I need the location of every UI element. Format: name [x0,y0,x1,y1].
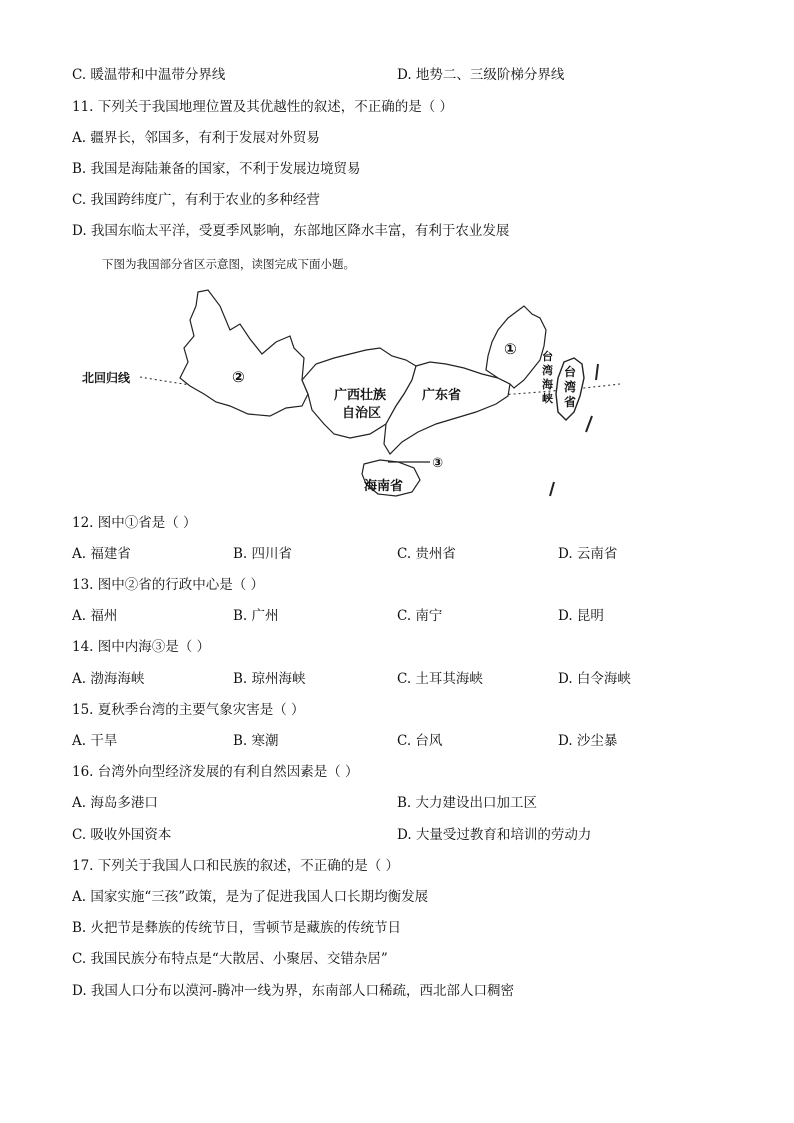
strait-label-char: 台 [542,350,553,363]
q16-option-d: D. 大量受过教育和培训的劳动力 [397,827,592,843]
q14-option-b: B. 琼州海峡 [233,671,306,687]
q17-option-a: A. 国家实施“三孩”政策，是为了促进我国人口长期均衡发展 [72,889,429,905]
strait-label-char: 湾 [542,364,553,377]
q15-option-c: C. 台风 [397,733,443,749]
q17-option-b: B. 火把节是彝族的传统节日，雪顿节是藏族的传统节日 [72,920,402,936]
q17-option-c: C. 我国民族分布特点是“大散居、小聚居、交错杂居” [72,951,388,967]
guangdong-label: 广东省 [422,388,462,403]
map-intro-text: 下图为我国部分省区示意图，读图完成下面小题。 [102,257,355,271]
q17-stem: 17. 下列关于我国人口和民族的叙述，不正确的是（ ） [72,858,400,874]
q16-option-c: C. 吸收外国资本 [72,827,172,843]
q17-option-d: D. 我国人口分布以漠河-腾冲一线为界，东南部人口稀疏，西北部人口稠密 [72,983,514,999]
q11-option-c: C. 我国跨纬度广，有利于农业的多种经营 [72,192,320,208]
q12-option-c: C. 贵州省 [397,546,456,562]
province-map-svg [80,284,620,500]
guangxi-label-line1: 广西壮族 [334,388,387,403]
strait-label-char: 海 [542,378,553,391]
tropic-label: 北回归线 [82,371,131,385]
q12-option-a: A. 福建省 [72,546,131,562]
strait-label-char: 峡 [542,392,553,405]
hainan-label: 海南省 [364,479,404,494]
q10-option-d: D. 地势二、三级阶梯分界线 [397,67,565,83]
strait-3-label: ③ [432,456,444,471]
q14-option-d: D. 白令海峡 [558,671,631,687]
q11-stem: 11. 下列关于我国地理位置及其优越性的叙述，不正确的是（ ） [72,99,454,115]
q11-option-d: D. 我国东临太平洋，受夏季风影响，东部地区降水丰富，有利于农业发展 [72,223,510,239]
province-2-label: ② [232,368,245,386]
guangxi-label-line2: 自治区 [342,406,382,421]
map-tick-mark [550,482,554,496]
map-tick-mark [586,416,592,432]
q12-option-d: D. 云南省 [558,546,618,562]
province-1-label: ① [504,340,517,358]
q15-option-a: A. 干旱 [72,733,118,749]
province-2-outline [180,290,308,416]
taiwan-label-char: 湾 [564,380,577,394]
q11-option-a: A. 疆界长，邻国多，有利于发展对外贸易 [72,130,320,146]
q10-option-c: C. 暖温带和中温带分界线 [72,67,226,83]
q15-option-b: B. 寒潮 [233,733,279,749]
q14-option-c: C. 土耳其海峡 [397,671,483,687]
q16-option-b: B. 大力建设出口加工区 [397,795,538,811]
q14-stem: 14. 图中内海③是（ ） [72,639,211,655]
q12-stem: 12. 图中①省是（ ） [72,515,197,531]
q16-stem: 16. 台湾外向型经济发展的有利自然因素是（ ） [72,764,359,780]
map-tick-mark [596,364,598,380]
taiwan-label-char: 台 [564,365,577,379]
q13-stem: 13. 图中②省的行政中心是（ ） [72,577,265,593]
q13-option-d: D. 昆明 [558,608,604,624]
q15-stem: 15. 夏秋季台湾的主要气象灾害是（ ） [72,702,305,718]
taiwan-label-char: 省 [564,395,577,409]
q15-option-d: D. 沙尘暴 [558,733,618,749]
q12-option-b: B. 四川省 [233,546,293,562]
q11-option-b: B. 我国是海陆兼备的国家，不利于发展边境贸易 [72,161,361,177]
q13-option-a: A. 福州 [72,608,118,624]
q16-option-a: A. 海岛多港口 [72,795,158,811]
q13-option-c: C. 南宁 [397,608,443,624]
province-map [80,284,620,500]
q13-option-b: B. 广州 [233,608,279,624]
q14-option-a: A. 渤海海峡 [72,671,145,687]
